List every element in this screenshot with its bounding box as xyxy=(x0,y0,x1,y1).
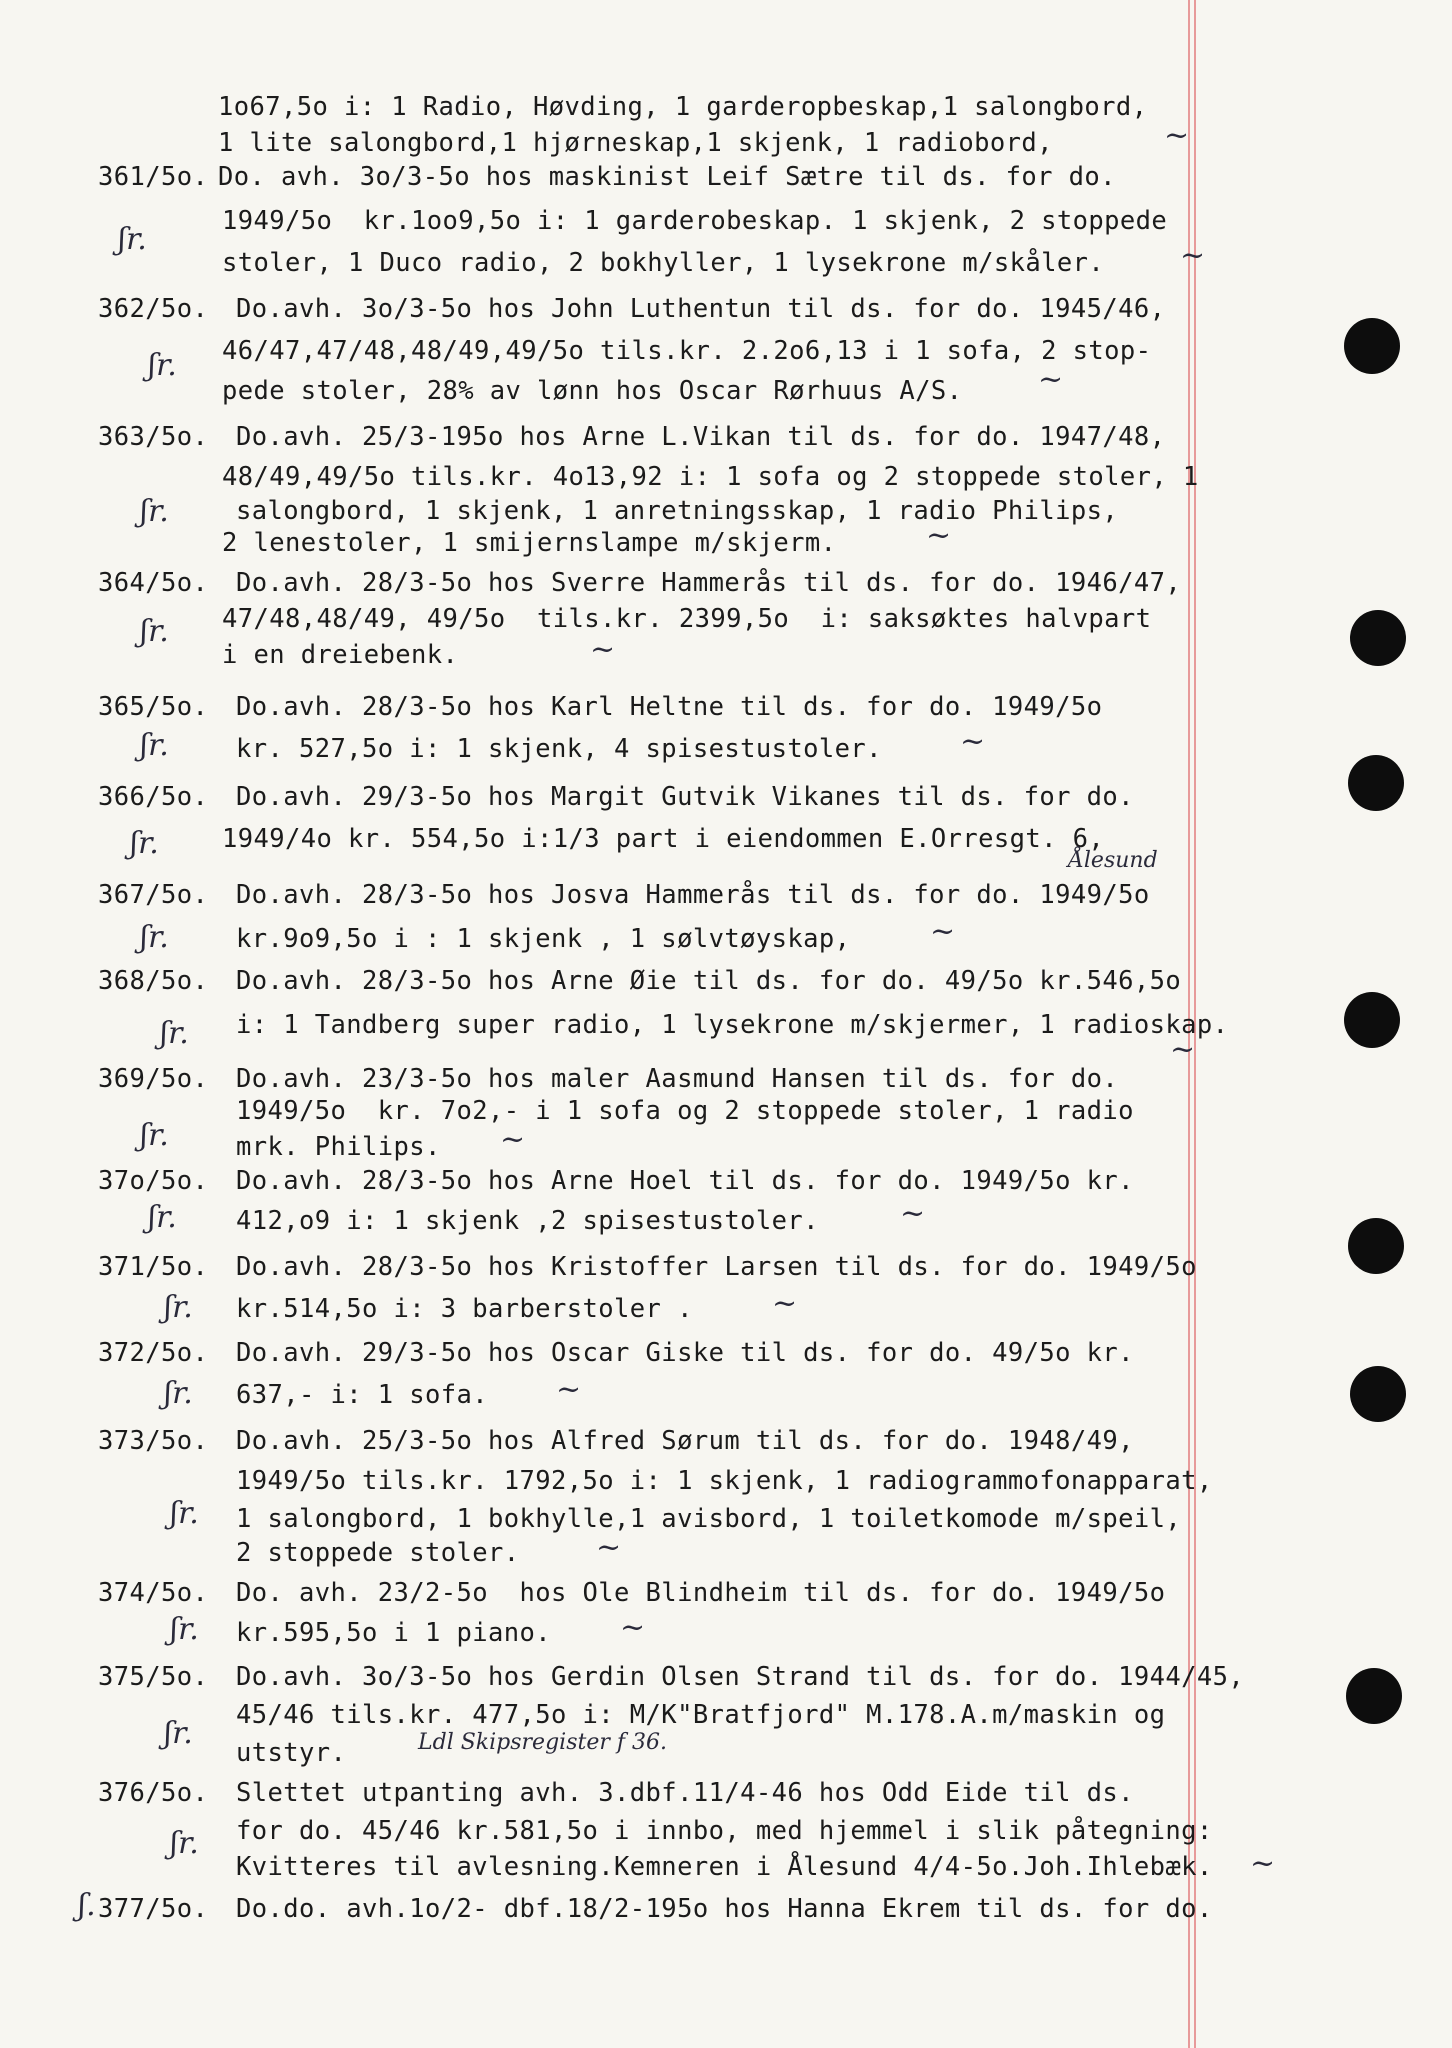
entry-line: kr. 527,5o i: 1 skjenk, 4 spisestustoler. xyxy=(236,734,882,764)
handwritten-initial: ʃr. xyxy=(170,1496,199,1531)
entry-line: Do.avh. 28/3-5o hos Sverre Hammerås til ds. for do. 1946/47, xyxy=(236,568,1182,598)
entry-line: 1949/5o kr. 7o2,- i 1 sofa og 2 stoppede stoler, 1 radio xyxy=(236,1096,1134,1126)
entry-line: Do.avh. 3o/3-5o hos John Luthentun til ds. for do. 1945/46, xyxy=(236,294,1166,324)
handwritten-initial: ʃr. xyxy=(160,1016,189,1051)
entry-line: kr.9o9,5o i : 1 skjenk , 1 sølvtøyskap, xyxy=(236,924,851,954)
entry-number: 377/5o. xyxy=(98,1894,209,1924)
handwritten-initial: ʃr. xyxy=(140,614,169,649)
entry-line: 48/49,49/5o tils.kr. 4o13,92 i: 1 sofa og 2 stoppede stoler, 1 xyxy=(222,462,1199,492)
entry-number: 37o/5o. xyxy=(98,1166,209,1196)
handwritten-scribble: ~ xyxy=(590,632,616,667)
entry-line: 1o67,5o i: 1 Radio, Høvding, 1 garderopbeskap,1 salongbord, xyxy=(218,92,1148,122)
entry-line: 1949/5o tils.kr. 1792,5o i: 1 skjenk, 1 radiogrammofonapparat, xyxy=(236,1466,1213,1496)
entry-line: 2 stoppede stoler. xyxy=(236,1538,520,1568)
entry-number: 375/5o. xyxy=(98,1662,209,1692)
entry-number: 363/5o. xyxy=(98,422,209,452)
handwritten-initial: ʃr. xyxy=(148,1200,177,1235)
handwritten-initial: ʃr. xyxy=(140,728,169,763)
entry-line: i: 1 Tandberg super radio, 1 lysekrone m/skjermer, 1 radioskap. xyxy=(236,1010,1229,1040)
entry-number: 366/5o. xyxy=(98,782,209,812)
handwritten-initial: ʃr. xyxy=(148,348,177,383)
entry-line: i en dreiebenk. xyxy=(222,640,459,670)
entry-line: Do.avh. 25/3-5o hos Alfred Sørum til ds. for do. 1948/49, xyxy=(236,1426,1134,1456)
entry-line: Do.avh. 29/3-5o hos Oscar Giske til ds. for do. 49/5o kr. xyxy=(236,1338,1134,1368)
entry-number: 368/5o. xyxy=(98,966,209,996)
entry-line: Do.do. avh.1o/2- dbf.18/2-195o hos Hanna Ekrem til ds. for do. xyxy=(236,1894,1213,1924)
handwritten-initial: ʃr. xyxy=(130,826,159,861)
entry-line: Do.avh. 25/3-195o hos Arne L.Vikan til ds. for do. 1947/48, xyxy=(236,422,1166,452)
entry-line: utstyr. xyxy=(236,1738,347,1768)
handwritten-note: Ldl Skipsregister f 36. xyxy=(418,1730,667,1755)
handwritten-scribble: ~ xyxy=(596,1530,622,1565)
handwritten-scribble: ~ xyxy=(900,1196,926,1231)
punch-hole xyxy=(1348,755,1404,811)
entry-line: stoler, 1 Duco radio, 2 bokhyller, 1 lysekrone m/skåler. xyxy=(222,248,1105,278)
entry-line: pede stoler, 28% av lønn hos Oscar Rørhuus A/S. xyxy=(222,376,963,406)
handwritten-initial: ʃr. xyxy=(164,1376,193,1411)
handwritten-scribble: ~ xyxy=(930,914,956,949)
handwritten-initial: ʃ. xyxy=(78,1888,96,1923)
entry-line: Do.avh. 28/3-5o hos Arne Hoel til ds. for do. 1949/5o kr. xyxy=(236,1166,1134,1196)
entry-line: 47/48,48/49, 49/5o tils.kr. 2399,5o i: saksøktes halvpart xyxy=(222,604,1152,634)
entry-number: 365/5o. xyxy=(98,692,209,722)
entry-line: salongbord, 1 skjenk, 1 anretningsskap, 1 radio Philips, xyxy=(236,496,1119,526)
punch-hole xyxy=(1350,610,1406,666)
handwritten-initial: ʃr. xyxy=(170,1826,199,1861)
punch-hole xyxy=(1344,318,1400,374)
entry-number: 372/5o. xyxy=(98,1338,209,1368)
handwritten-scribble: ~ xyxy=(1250,1846,1276,1881)
entry-line: Do.avh. 28/3-5o hos Arne Øie til ds. for do. 49/5o kr.546,5o xyxy=(236,966,1182,996)
entry-line: Do. avh. 3o/3-5o hos maskinist Leif Sætre til ds. for do. xyxy=(218,162,1116,192)
entry-line: kr.595,5o i 1 piano. xyxy=(236,1618,552,1648)
entry-line: kr.514,5o i: 3 barberstoler . xyxy=(236,1294,693,1324)
entry-line: 1949/5o kr.1oo9,5o i: 1 garderobeskap. 1 skjenk, 2 stoppede xyxy=(222,206,1168,236)
entry-number: 376/5o. xyxy=(98,1778,209,1808)
handwritten-note: Ålesund xyxy=(1068,848,1158,873)
punch-hole xyxy=(1350,1366,1406,1422)
entry-line: 1 lite salongbord,1 hjørneskap,1 skjenk, 1 radiobord, xyxy=(218,128,1053,158)
punch-hole xyxy=(1348,1218,1404,1274)
handwritten-scribble: ~ xyxy=(926,518,952,553)
entry-line: Do.avh. 29/3-5o hos Margit Gutvik Vikanes til ds. for do. xyxy=(236,782,1134,812)
handwritten-initial: ʃr. xyxy=(140,494,169,529)
entry-line: 412,o9 i: 1 skjenk ,2 spisestustoler. xyxy=(236,1206,819,1236)
handwritten-scribble: ~ xyxy=(1164,118,1190,153)
entry-line: 637,- i: 1 sofa. xyxy=(236,1380,489,1410)
entry-number: 367/5o. xyxy=(98,880,209,910)
entry-number: 362/5o. xyxy=(98,294,209,324)
entry-line: 45/46 tils.kr. 477,5o i: M/K"Bratfjord" M.178.A.m/maskin og xyxy=(236,1700,1166,1730)
entry-number: 361/5o. xyxy=(98,162,209,192)
handwritten-initial: ʃr. xyxy=(140,920,169,955)
entry-number: 371/5o. xyxy=(98,1252,209,1282)
entry-number: 369/5o. xyxy=(98,1064,209,1094)
handwritten-initial: ʃr. xyxy=(140,1118,169,1153)
entry-line: Do.avh. 3o/3-5o hos Gerdin Olsen Strand til ds. for do. 1944/45, xyxy=(236,1662,1245,1692)
handwritten-scribble: ~ xyxy=(1170,1032,1196,1067)
entry-line: Do.avh. 23/3-5o hos maler Aasmund Hansen til ds. for do. xyxy=(236,1064,1119,1094)
handwritten-scribble: ~ xyxy=(772,1286,798,1321)
entry-number: 364/5o. xyxy=(98,568,209,598)
entry-line: 46/47,47/48,48/49,49/5o tils.kr. 2.2o6,13 i 1 sofa, 2 stop- xyxy=(222,336,1152,366)
entry-line: Do. avh. 23/2-5o hos Ole Blindheim til ds. for do. 1949/5o xyxy=(236,1578,1166,1608)
entry-line: Kvitteres til avlesning.Kemneren i Ålesund 4/4-5o.Joh.Ihlebæk. xyxy=(236,1852,1213,1882)
entry-line: 2 lenestoler, 1 smijernslampe m/skjerm. xyxy=(222,528,837,558)
entry-line: Do.avh. 28/3-5o hos Karl Heltne til ds. for do. 1949/5o xyxy=(236,692,1103,722)
handwritten-scribble: ~ xyxy=(1038,362,1064,397)
entry-line: mrk. Philips. xyxy=(236,1132,441,1162)
handwritten-scribble: ~ xyxy=(1180,238,1206,273)
entry-line: Do.avh. 28/3-5o hos Josva Hammerås til ds. for do. 1949/5o xyxy=(236,880,1150,910)
punch-hole xyxy=(1344,992,1400,1048)
handwritten-scribble: ~ xyxy=(960,724,986,759)
handwritten-initial: ʃr. xyxy=(164,1716,193,1751)
handwritten-initial: ʃr. xyxy=(170,1612,199,1647)
handwritten-initial: ʃr. xyxy=(118,222,147,257)
entry-line: for do. 45/46 kr.581,5o i innbo, med hjemmel i slik påtegning: xyxy=(236,1816,1213,1846)
entry-number: 373/5o. xyxy=(98,1426,209,1456)
entry-line: 1949/4o kr. 554,5o i:1/3 part i eiendommen E.Orresgt. 6, xyxy=(222,824,1105,854)
entry-number: 374/5o. xyxy=(98,1578,209,1608)
entry-line: Slettet utpanting avh. 3.dbf.11/4-46 hos Odd Eide til ds. xyxy=(236,1778,1134,1808)
handwritten-scribble: ~ xyxy=(620,1610,646,1645)
entry-line: 1 salongbord, 1 bokhylle,1 avisbord, 1 toiletkomode m/speil, xyxy=(236,1504,1182,1534)
handwritten-initial: ʃr. xyxy=(164,1290,193,1325)
entry-line: Do.avh. 28/3-5o hos Kristoffer Larsen til ds. for do. 1949/5o xyxy=(236,1252,1197,1282)
handwritten-scribble: ~ xyxy=(556,1372,582,1407)
punch-hole xyxy=(1346,1668,1402,1724)
handwritten-scribble: ~ xyxy=(500,1122,526,1157)
